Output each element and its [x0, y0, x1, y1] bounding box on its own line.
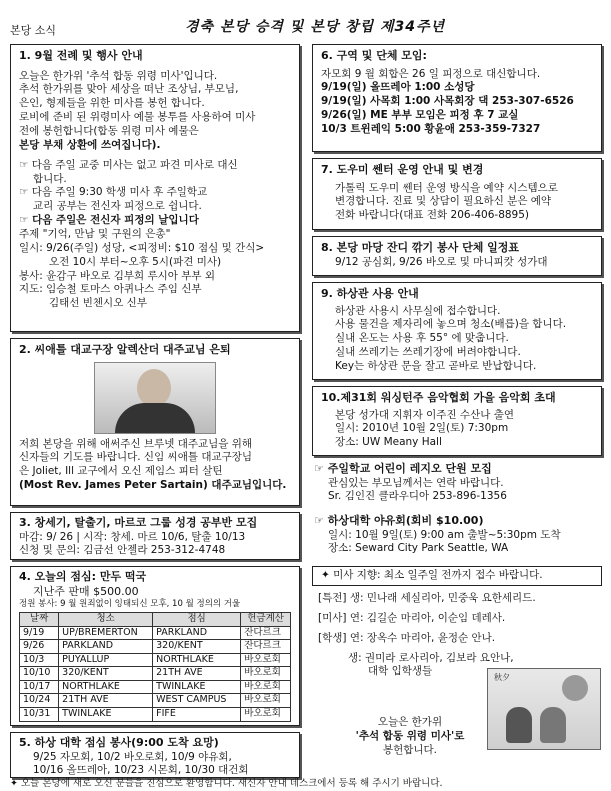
- cell-date: 9/26: [20, 640, 59, 654]
- s1-retreat-2: 일시: 9/26(주일) 성당, <피정비: $10 점심 및 간식>: [19, 241, 265, 254]
- s1-bullet-1-cont: 합니다.: [33, 172, 67, 185]
- s4-note: 정원 봉사: 9 월 원죄없이 잉태되신 모후, 10 월 정의의 거울: [19, 599, 241, 610]
- section-3-bible-study: [10, 512, 300, 560]
- section-2-archbishop: [10, 338, 300, 506]
- art-text: 秋夕: [494, 673, 510, 682]
- header-title: 경축 본당 승격 및 본당 창립 제34주년: [185, 19, 446, 35]
- cell-cleaning: PARKLAND: [59, 640, 153, 654]
- cell-cleaning: 320/KENT: [59, 667, 153, 681]
- cell-cleaning: 21TH AVE: [59, 694, 153, 708]
- cell-date: 10/17: [20, 680, 59, 694]
- picnic-title: ☞ 하상대학 야유회(회비 $10.00): [314, 514, 484, 527]
- cell-lunch: WEST CAMPUS: [153, 694, 241, 708]
- s1-line-3: 은인, 형제들을 위한 미사를 봉헌 합니다.: [19, 97, 205, 110]
- section-7-helper-center: [312, 158, 602, 230]
- youth-legion-notice: [314, 462, 602, 504]
- s7-line-2: 변경합니다. 진료 및 상담이 필요하신 분은 예약: [335, 195, 552, 208]
- table-row: [20, 680, 291, 694]
- cell-cleaning: PUYALLUP: [59, 653, 153, 667]
- youth-title: ☞ 주일학교 어린이 레지오 단원 모집: [314, 462, 492, 475]
- mass-intention-note: [312, 566, 602, 586]
- s1-line-2: 추석 한가위를 맞아 세상을 떠난 조상님, 부모님,: [19, 83, 239, 96]
- cell-lunch: FIFE: [153, 707, 241, 721]
- section-9-title: 9. 하상관 사용 안내: [321, 287, 419, 300]
- section-8-title: 8. 본당 마당 잔디 깎기 봉사 단체 일정표: [321, 241, 520, 254]
- section-8-lawn: [312, 236, 602, 276]
- chuseok-message: [330, 716, 490, 758]
- cell-lunch: PARKLAND: [153, 626, 241, 640]
- chuseok-line-3: 봉헌합니다.: [382, 743, 438, 756]
- s1-bullet-2-cont: 교리 공부는 전신자 피정으로 쉽니다.: [33, 200, 202, 213]
- cell-cleaning: TWINLAKE: [59, 707, 153, 721]
- cell-cleaning: NORTHLAKE: [59, 680, 153, 694]
- chuseok-line-1: 오늘은 한가위: [377, 716, 443, 728]
- section-9-hall-usage: [312, 282, 602, 380]
- s2-line-2: 신자들의 기도를 바랍니다. 신임 씨애틀 대교구장님: [19, 451, 253, 464]
- s7-line-1: 가톨릭 도우미 쎈터 운영 방식을 예약 시스템으로: [335, 181, 558, 194]
- section-5-title: 5. 하상 대학 점심 봉사(9:00 도착 요망): [19, 736, 219, 749]
- s3-line-1: 마감: 9/ 26 | 시작: 창세. 마르 10/6, 탈출 10/13: [19, 530, 246, 543]
- footer-welcome: ✦ 오늘 본당에 새로 오신 분들을 진심으로 환영합니다. 새신자 안내 데스크에서 등록 해 주시기 바랍니다.: [10, 778, 443, 789]
- cell-date: 9/19: [20, 626, 59, 640]
- section-1-title: 1. 9월 전례 및 행사 안내: [19, 49, 143, 62]
- table-row: [20, 707, 291, 721]
- youth-line-1: 관심있는 부모님께서는 연락 바랍니다.: [328, 476, 504, 489]
- s9-line-1: 하상관 사용시 사무실에 접수합니다.: [335, 304, 501, 317]
- cell-offering: 바오로회: [241, 653, 291, 667]
- s1-bullet-1: ☞ 다음 주일 교중 미사는 없고 파견 미사로 대신: [19, 158, 238, 171]
- cell-date: 10/24: [20, 694, 59, 708]
- s1-line-6: 본당 부채 상환에 쓰여집니다).: [19, 138, 161, 151]
- s5-line-1: 9/25 자모회, 10/2 바오로회, 10/9 야유회,: [33, 750, 232, 763]
- col-offering: 헌금계산: [241, 613, 291, 627]
- section-7-title: 7. 도우미 쎈터 운영 안내 및 변경: [321, 163, 484, 176]
- section-2-title: 2. 씨애틀 대교구장 알렉산더 대주교님 은퇴: [19, 343, 231, 356]
- s1-retreat-1: 주제 "기억, 만남 및 구원의 은총": [19, 227, 171, 240]
- s2-line-4: (Most Rev. James Peter Sartain) 대주교님입니다.: [19, 479, 287, 492]
- s1-bullet-3: ☞ 다음 주일은 전신자 피정의 날입니다: [19, 214, 199, 227]
- s9-line-2: 사용 물건을 제자리에 놓으며 청소(배릅)을 합니다.: [335, 318, 567, 331]
- chuseok-line-2: '추석 합동 위령 미사'로: [355, 729, 465, 742]
- intention-5: 대학 입학생들: [368, 665, 433, 678]
- header-section-label: 본당 소식: [10, 24, 57, 37]
- table-row: [20, 640, 291, 654]
- intention-3: [학생] 연: 장옥수 마리아, 윤정순 안나.: [318, 631, 496, 644]
- intention-2: [미사] 연: 김길순 마리아, 이순임 데레사.: [318, 611, 506, 624]
- cell-lunch: 320/KENT: [153, 640, 241, 654]
- s6-line-2: 9/19(일) 올뜨레아 1:00 소성당: [321, 81, 475, 94]
- cell-lunch: TWINLAKE: [153, 680, 241, 694]
- s2-line-3: 은 Joliet, Ill 교구에서 오신 제임스 피터 살틴: [19, 465, 223, 478]
- college-picnic-notice: [314, 514, 602, 556]
- section-5-college-lunch: [10, 732, 300, 778]
- s9-line-3: 실내 온도는 사용 후 55° 에 맞춥니다.: [335, 332, 509, 345]
- cell-date: 10/3: [20, 653, 59, 667]
- cell-offering: 잔다르크: [241, 640, 291, 654]
- section-6-groups: [312, 44, 602, 152]
- s7-line-3: 전화 바랍니다(대표 전화 206-406-8895): [335, 209, 530, 222]
- mass-intentions-list: [318, 592, 602, 679]
- cell-date: 10/10: [20, 667, 59, 681]
- picnic-line-1: 일시: 10월 9일(토) 9:00 am 출발~5:30pm 도착: [328, 528, 561, 541]
- table-row: [20, 694, 291, 708]
- section-10-concert: [312, 386, 602, 456]
- s6-line-3: 9/19(일) 사목회 1:00 사목회장 댁 253-307-6526: [321, 95, 574, 108]
- cell-date: 10/31: [20, 707, 59, 721]
- section-10-title: 10.제31회 워싱턴주 음악협회 가을 음악회 초대: [321, 391, 556, 404]
- s1-retreat-3: 오전 10시 부터~오후 5시(파견 미사): [49, 255, 222, 268]
- s9-line-4: 실내 쓰레기는 쓰레기장에 버려야합니다.: [335, 346, 521, 359]
- section-6-title: 6. 구역 및 단체 모임:: [321, 49, 427, 62]
- s1-line-4: 로비에 준비 된 위령미사 예물 봉투를 사용하여 미사: [19, 111, 256, 124]
- s9-line-5: Key는 하상관 문을 잘고 곧바로 반납합니다.: [335, 359, 537, 372]
- s2-line-1: 저희 본당을 위해 애써주신 브루넷 대주교님을 위해: [19, 437, 253, 450]
- s8-line: 9/12 공심회, 9/26 바오로 및 마니피캇 성가대: [335, 255, 548, 268]
- child-figure-2: [540, 707, 566, 743]
- cell-offering: 바오로회: [241, 667, 291, 681]
- table-row: [20, 653, 291, 667]
- intention-4: 생: 권미라 로사리아, 김보라 요안나,: [348, 651, 514, 664]
- schedule-table: [19, 612, 291, 721]
- col-cleaning: 청소: [59, 613, 153, 627]
- cell-lunch: NORTHLAKE: [153, 653, 241, 667]
- table-row: [20, 626, 291, 640]
- s5-line-2: 10/16 올뜨레아, 10/23 시몬회, 10/30 대건회: [33, 764, 249, 777]
- mass-note-text: ✦ 미사 지향: 최소 일주일 전까지 접수 바랍니다.: [321, 569, 543, 581]
- chuseok-illustration: [487, 668, 601, 750]
- s1-line-1: 오늘은 한가위 '추석 합동 위령 미사'입니다.: [19, 69, 218, 82]
- section-4-lunch: [10, 566, 300, 726]
- s3-line-2: 신청 및 문의: 김금선 안젤라 253-312-4748: [19, 544, 226, 557]
- child-figure-1: [506, 707, 532, 743]
- s1-retreat-6: 김태선 빈첸시오 신부: [49, 297, 147, 310]
- table-row: [20, 667, 291, 681]
- youth-line-2: Sr. 김인진 클라우디아 253-896-1356: [328, 490, 507, 503]
- s10-line-3: 장소: UW Meany Hall: [335, 436, 442, 449]
- s10-line-1: 본당 성가대 지휘자 이주진 수산나 출연: [335, 408, 514, 421]
- intention-1: [특전] 생: 민나래 세실리아, 민중욱 요한세리드.: [318, 592, 536, 604]
- col-lunch: 점심: [153, 613, 241, 627]
- s1-retreat-5: 지도: 임승철 토마스 아퀴나스 주임 신부: [19, 283, 202, 296]
- s1-retreat-4: 봉사: 윤감구 바오로 김부희 루시아 부부 외: [19, 269, 215, 282]
- cell-offering: 바오로회: [241, 707, 291, 721]
- s6-line-1: 자모회 9 월 회합은 26 일 피정으로 대신합니다.: [321, 67, 541, 80]
- picnic-line-2: 장소: Seward City Park Seattle, WA: [328, 542, 509, 555]
- col-date: 날짜: [20, 613, 59, 627]
- cell-offering: 잔다르크: [241, 626, 291, 640]
- s1-line-5: 전에 봉헌합니다(합동 위령 미사 예물은: [19, 124, 199, 137]
- s10-line-2: 일시: 2010년 10월 2일(토) 7:30pm: [335, 422, 509, 435]
- s6-line-4: 9/26(일) ME 부부 모임은 피정 후 7 교실: [321, 109, 519, 122]
- moon-shape: [562, 675, 588, 701]
- s6-line-5: 10/3 트윈레익 5:00 황윤애 253-359-7327: [321, 122, 541, 135]
- section-1-liturgy: [10, 44, 300, 332]
- section-4-title: 4. 오늘의 점심: 만두 떡국: [19, 570, 147, 583]
- cell-offering: 바오로회: [241, 680, 291, 694]
- s4-price: 지난주 판매 $500.00: [33, 584, 139, 598]
- s1-bullet-2: ☞ 다음 주일 9:30 학생 미사 후 주일학교: [19, 186, 208, 199]
- archbishop-portrait: [94, 362, 216, 434]
- cell-offering: 바오로회: [241, 694, 291, 708]
- cell-lunch: 21TH AVE: [153, 667, 241, 681]
- section-3-title: 3. 창세기, 탈출기, 마르코 그룹 성경 공부반 모집: [19, 516, 258, 529]
- cell-cleaning: UP/BREMERTON: [59, 626, 153, 640]
